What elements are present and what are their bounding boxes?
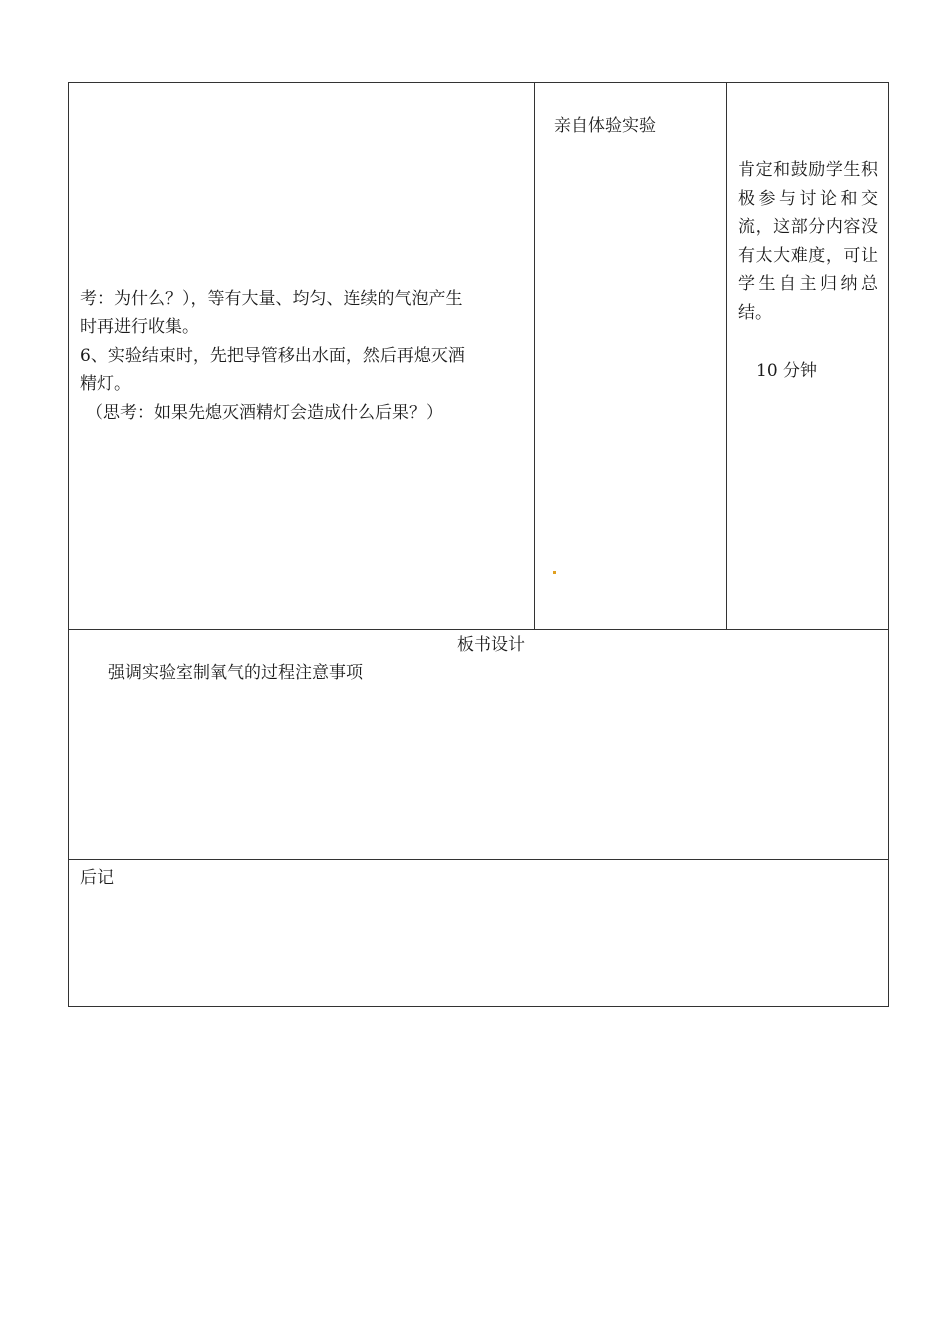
board-design-content: 强调实验室制氧气的过程注意事项 <box>108 663 363 683</box>
table-top-border <box>68 82 889 83</box>
student-activity-text: 亲自体验实验 <box>554 116 656 136</box>
content-line-4: 精灯。 <box>80 374 131 394</box>
board-design-heading: 板书设计 <box>457 635 525 655</box>
table-left-border <box>68 82 69 1007</box>
postscript-heading: 后记 <box>80 868 114 888</box>
column-divider-activity <box>534 82 535 630</box>
column-divider-intent <box>726 82 727 630</box>
content-line-5: （思考：如果先熄灭酒精灯会造成什么后果？） <box>86 403 443 423</box>
table-right-border <box>888 82 889 1007</box>
content-line-2: 时再进行收集。 <box>80 317 199 337</box>
row-divider-board <box>68 629 889 630</box>
orange-mark <box>553 571 556 574</box>
row-divider-postscript <box>68 859 889 860</box>
content-line-1: 考：为什么？），等有大量、均匀、连续的气泡产生 <box>80 289 463 309</box>
design-intent-text: 肯定和鼓励学生积极参与讨论和交流，这部分内容没有太大难度，可让学生自主归纳总结。 <box>738 160 878 323</box>
time-allocation: 10 分钟 <box>756 361 818 381</box>
content-line-3: 6、实验结束时，先把导管移出水面，然后再熄灭酒 <box>80 346 465 366</box>
table-bottom-border <box>68 1006 889 1007</box>
